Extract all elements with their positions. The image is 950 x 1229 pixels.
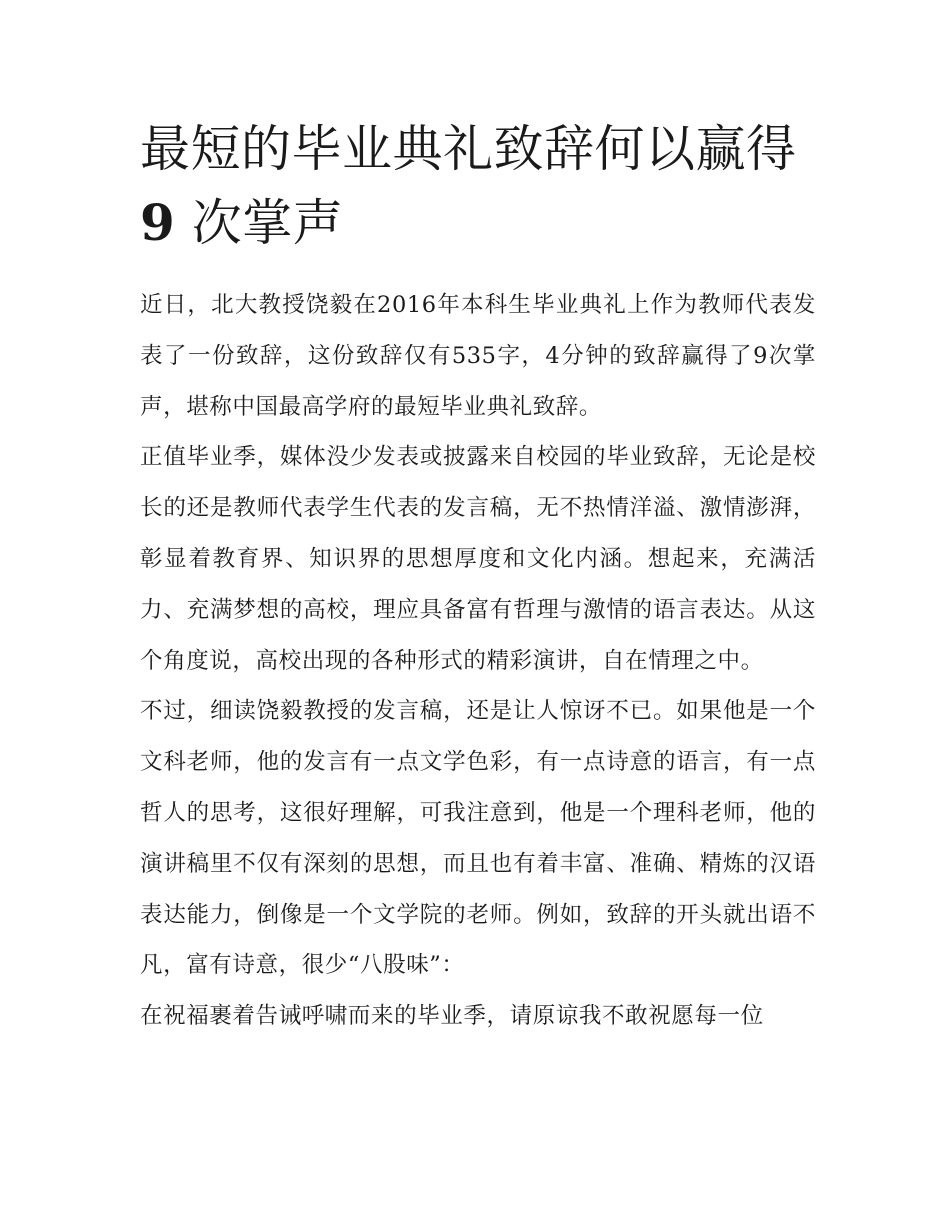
title-line-1: 最短的毕业典礼致辞何以赢得 [140,120,797,178]
paragraph-1: 近日，北大教授饶毅在2016年本科生毕业典礼上作为教师代表发表了一份致辞，这份致辞仅有535字，4分钟的致辞赢得了9次掌声，堪称中国最高学府的最短毕业典礼致辞。 [140,292,816,420]
paragraph-3: 不过，细读饶毅教授的发言稿，还是让人惊讶不已。如果他是一个文科老师，他的发言有一点文学色彩，有一点诗意的语言，有一点哲人的思考，这很好理解，可我注意到，他是一个理科老师，他的演讲稿里不仅有深刻的思想，而且也有着丰富、准确、精炼的汉语表达能力，倒像是一个文学院的老师。例如，致辞的开头就出语不凡，富有诗意，很少“八股味”： [140,698,816,979]
paragraph-4: 在祝福裹着告诫呼啸而来的毕业季，请原谅我不敢祝愿每一位 [140,1003,764,1030]
title-line-2: 次掌声 [175,194,344,252]
article [140,112,816,1042]
title-number: 9 [140,193,176,252]
paragraph-2: 正值毕业季，媒体没少发表或披露来自校园的毕业致辞，无论是校长的还是教师代表学生代表的发言稿，无不热情洋溢、激情澎湃，彰显着教育界、知识界的思想厚度和文化内涵。想起来，充满活力、充满梦想的高校，理应具备富有哲理与激情的语言表达。从这个角度说，高校出现的各种形式的精彩演讲，自在情理之中。 [140,444,816,674]
article-title [140,112,816,260]
